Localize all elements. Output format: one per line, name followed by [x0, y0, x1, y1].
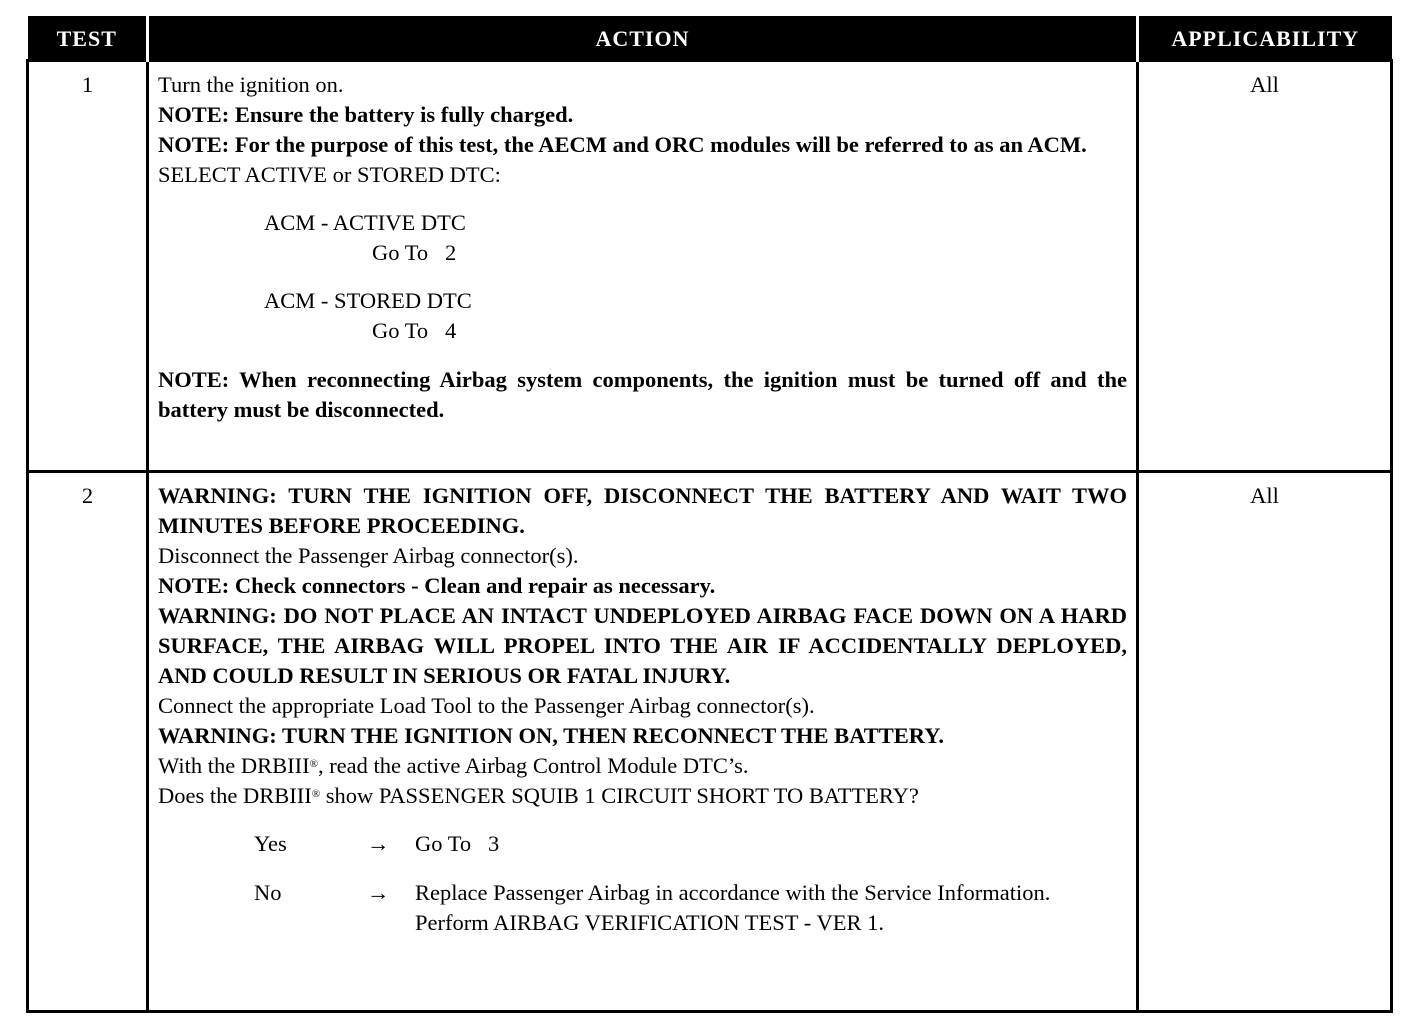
test-number: 1 [28, 61, 148, 472]
warning: WARNING: TURN THE IGNITION ON, THEN RECONNECT THE BATTERY. [158, 723, 945, 748]
answer-no-result-line: Replace Passenger Airbag in accordance with the Service Information. [415, 880, 1051, 905]
note: NOTE: For the purpose of this test, the AECM and ORC modules will be referred to as an ACM. [158, 132, 1087, 157]
action-text: Connect the appropriate Load Tool to the Passenger Airbag connector(s). [158, 693, 815, 718]
note: NOTE: Ensure the battery is fully charged. [158, 102, 574, 127]
action-text [158, 751, 1127, 781]
diagnostic-test-table [26, 16, 1393, 1013]
registered-mark: ® [309, 758, 318, 770]
note: NOTE: When reconnecting Airbag system components, the ignition must be turned off and the battery must be disconnected. [158, 367, 1127, 422]
question-text [158, 781, 1127, 811]
header-action: ACTION [148, 18, 1138, 61]
header-test: TEST [28, 18, 148, 61]
applicability-value: All [1138, 61, 1392, 472]
answer-yes-label: Yes [254, 831, 287, 856]
applicability-value: All [1138, 472, 1392, 1012]
registered-mark: ® [311, 788, 321, 800]
header-applicability: APPLICABILITY [1138, 18, 1392, 61]
answer-no-result [415, 878, 1127, 938]
goto-step: Go To 2 [372, 240, 457, 265]
question-text-part: Does the DRBIII [158, 783, 312, 808]
right-arrow-icon: → [367, 880, 390, 905]
answer-yes-result: Go To 3 [415, 831, 500, 856]
answer-yes [254, 829, 1127, 859]
option-active-dtc: ACM - ACTIVE DTC [264, 210, 466, 235]
table-row [28, 472, 1392, 1012]
action-text-part: With the DRBIII [158, 753, 310, 778]
action-text: Turn the ignition on. [158, 72, 344, 97]
action-cell [148, 61, 1138, 472]
note: NOTE: Check connectors - Clean and repair as necessary. [158, 573, 716, 598]
answer-no-result-line: Perform AIRBAG VERIFICATION TEST - VER 1. [415, 910, 884, 935]
action-cell [148, 472, 1138, 1012]
select-prompt: SELECT ACTIVE or STORED DTC: [158, 162, 501, 187]
table-header-row [28, 18, 1392, 61]
question-text-part: show PASSENGER SQUIB 1 CIRCUIT SHORT TO BATTERY? [320, 783, 919, 808]
goto-step: Go To 4 [372, 318, 457, 343]
action-text-part: , read the active Airbag Control Module DTC’s. [317, 753, 749, 778]
warning: WARNING: TURN THE IGNITION OFF, DISCONNECT THE BATTERY AND WAIT TWO MINUTES BEFORE PROCEEDING. [158, 483, 1127, 538]
action-text: Disconnect the Passenger Airbag connector(s). [158, 543, 579, 568]
answer-no [254, 878, 1127, 938]
option-stored-dtc: ACM - STORED DTC [264, 288, 472, 313]
test-number: 2 [28, 472, 148, 1012]
table-row [28, 61, 1392, 472]
right-arrow-icon: → [367, 831, 390, 856]
warning: WARNING: DO NOT PLACE AN INTACT UNDEPLOYED AIRBAG FACE DOWN ON A HARD SURFACE, THE AIRBAG WILL PROPEL INTO THE AIR IF ACCIDENTALLY DEPLOYED, AND COULD RESULT IN SERIOUS OR FATAL INJURY. [158, 603, 1127, 688]
answer-no-label: No [254, 880, 282, 905]
